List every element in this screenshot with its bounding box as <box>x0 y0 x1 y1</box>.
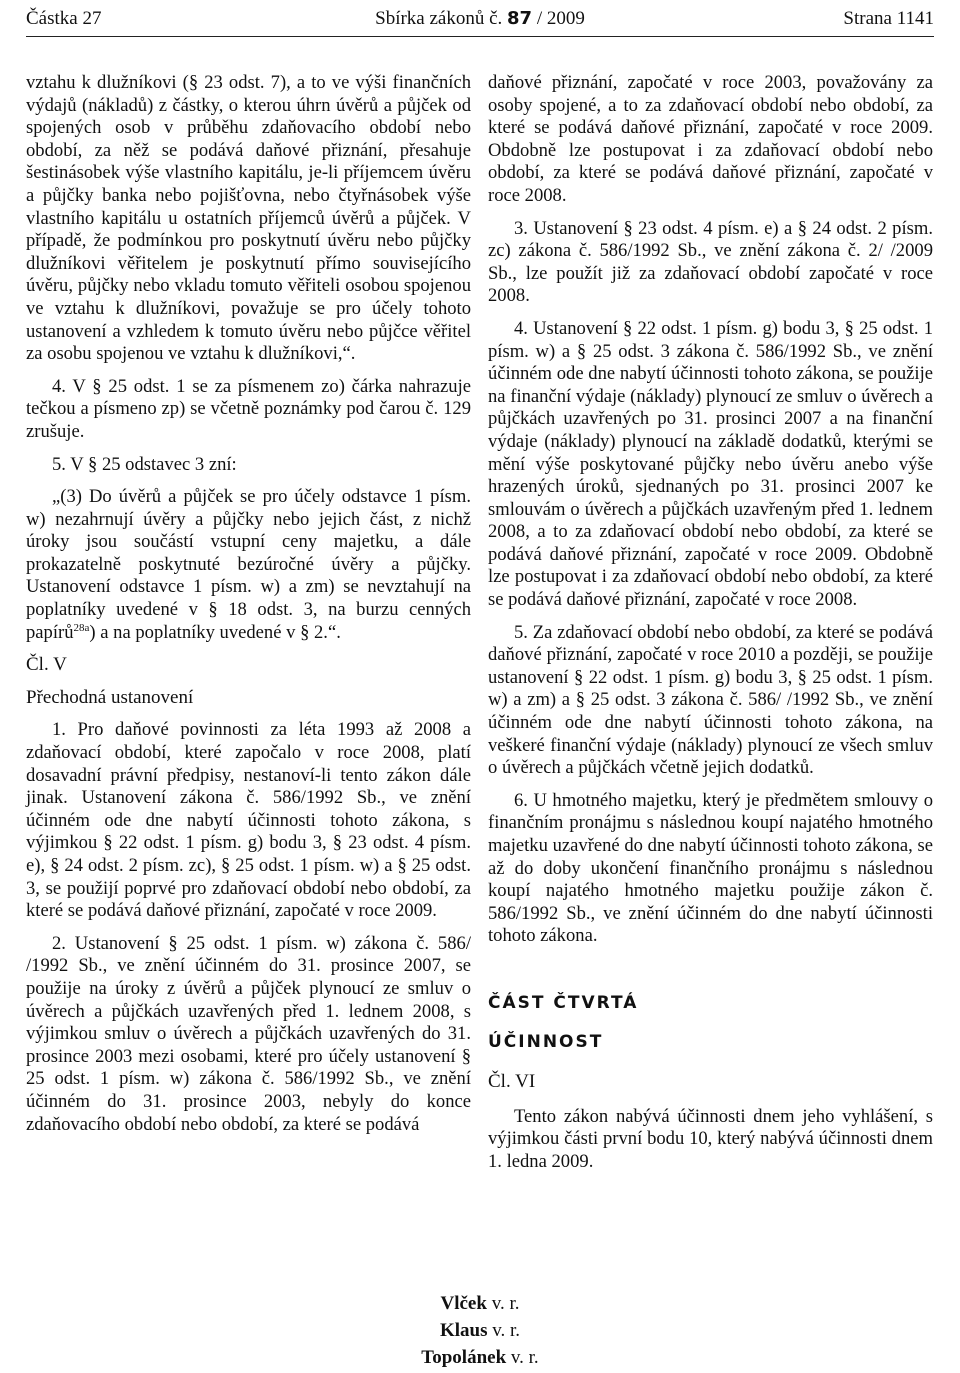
article-subtitle: Přechodná ustanovení <box>26 686 194 708</box>
article-title: Čl. VI <box>488 1071 536 1093</box>
header-rule <box>26 36 934 37</box>
signatures <box>0 1290 960 1371</box>
paragraph-text: ) a na poplatníky uvedené v § 2.“. <box>89 621 341 643</box>
right-column <box>488 72 933 1184</box>
signature-line <box>0 1290 960 1317</box>
left-column <box>26 72 471 1146</box>
signature-line <box>0 1344 960 1371</box>
paragraph: Tento zákon nabývá účinnosti dnem jeho vyhlášení, s výjimkou části první bodu 10, který nabývá účinnosti dnem 1. ledna 2009. <box>488 1105 933 1172</box>
signatory-name: Topolánek <box>421 1347 507 1368</box>
paragraph: 1. Pro daňové povinnosti za léta 1993 až 2008 a zdaňovací období, které započalo v roce 2008, platí dosavadní právní předpisy, nestanoví-li tento zákon dále jinak. Ustanovení zákona č. 586/1992 Sb., ve znění účinném ode dne nabytí účinnosti tohoto zákona, s výjimkou § 22 odst. 1 písm. g) bodu 3, § 23 odst. 4 písm. e), § 24 odst. 2 písm. zc), § 25 odst. 1 písm. w) a § 25 odst. 3, se použijí poprvé pro zdaňovací období nebo období, za které se podává daňové přiznání, započaté v roce 2009. <box>26 719 471 922</box>
article-title: Čl. V <box>26 654 67 676</box>
footnote-reference: 28a <box>73 621 90 634</box>
signature-suffix: v. r. <box>510 1347 539 1368</box>
paragraph: 5. V § 25 odstavec 3 zní: <box>52 453 237 475</box>
collection-prefix: Sbírka zákonů č. <box>375 8 503 29</box>
issue-part: Částka 27 <box>26 8 102 29</box>
page-number: Strana 1141 <box>843 8 934 29</box>
signatory-name: Klaus <box>439 1320 488 1341</box>
signature-line <box>0 1317 960 1344</box>
paragraph-text: „(3) Do úvěrů a půjček se pro účely odstavce 1 písm. w) nezahrnují úvěry a půjčky nebo jejich část, z nichž úroky jsou součástí vstupní ceny majetku, a dále prokazatelně poskytnuté bezúročné úvěry a půjčky. Ustanovení odstavce 1 písm. w) a zm) se nevztahují na poplatníky uvedené v § 18 odst. 3, na burzu cenných papírů <box>26 486 471 643</box>
part-title: ČÁST ČTVRTÁ <box>488 992 639 1013</box>
paragraph: 5. Za zdaňovací období nebo období, za které se podává daňové přiznání, započaté v roce 2010 a později, se použije ustanovení § 22 odst. 1 písm. g) bodu 3, § 25 odst. 1 písm. w) a zm) a § 25 odst. 3 zákona č. 586/ /1992 Sb., ve znění účinném ode dne nabytí účinnosti tohoto zákona, na veškeré finanční výdaje (náklady) plynoucí ze všech smluv o úvěrech a půjčkách včetně jejich dodatků. <box>488 621 933 779</box>
signature-suffix: v. r. <box>492 1320 521 1341</box>
part-subtitle: ÚČINNOST <box>488 1031 604 1052</box>
collection-title <box>26 8 934 30</box>
page-header <box>26 2 934 36</box>
paragraph: daňové přiznání, započaté v roce 2003, považovány za osoby spojené, a to za zdaňovací období nebo období, za které se podává daňové přiznání, započaté v roce 2009. Obdobně lze postupovat i za zdaňovací období nebo období, za které se podává daňové přiznání, započaté v roce 2008. <box>488 72 933 206</box>
paragraph: 4. Ustanovení § 22 odst. 1 písm. g) bodu 3, § 25 odst. 1 písm. w) a § 25 odst. 3 zákona č. 586/1992 Sb., ve znění účinném ode dne nabytí účinnosti tohoto zákona, se použije na finanční výdaje (náklady) plynoucí ze smluv o úvěrech a půjčkách uzavřených po 31. prosinci 2007 a na finanční výdaje (náklady) plynoucí na základě dodatků, kterými se mění výše poskytované půjčky nebo úvěru anebo výše hrazených úroků, sjednaných po 31. prosinci 2007 ke smlouvám o úvěrech a půjčkách uzavřeným před 1. lednem 2008, a to za zdaňovací období nebo období, za které se podává daňové přiznání, započaté v roce 2009. Obdobně lze postupovat i za zdaňovací období nebo období, za které se podává daňové přiznání, započaté v roce 2008. <box>488 317 933 611</box>
collection-year: / 2009 <box>536 8 585 29</box>
paragraph: vztahu k dlužníkovi (§ 23 odst. 7), a to ve výši finančních výdajů (nákladů) z částky, o kterou úhrn úvěrů a půjček od spojených osob v průběhu zdaňovacího období nebo období, za něž se podává daňové přiznání, přesahuje šestinásobek výše vlastního kapitálu, je-li příjemcem úvěru a půjčky banka nebo pojišťovna, nebo čtyřnásobek výše vlastního kapitálu u ostatních příjemců úvěrů a půjček. V případě, že podmínkou pro poskytnutí úvěru nebo půjčky dlužníkovi věřitelem je poskytnutí přímo souvisejícího úvěru, půjčky nebo vkladu tomuto věřiteli osobou spojenou ve vztahu k dlužníkovi, považuje se pro účely tohoto ustanovení a vzhledem k tomuto úvěru nebo půjčce věřitel za osobu spojenou ve vztahu k dlužníkovi,“. <box>26 72 471 365</box>
paragraph: 4. V § 25 odst. 1 se za písmenem zo) čárka nahrazuje tečkou a písmeno zp) se včetně poznámky pod čarou č. 129 zrušuje. <box>26 375 471 442</box>
paragraph: 3. Ustanovení § 23 odst. 4 písm. e) a § 24 odst. 2 písm. zc) zákona č. 586/1992 Sb., ve znění zákona č. 2/ /2009 Sb., lze použít již za zdaňovací období započaté v roce 2008. <box>488 217 933 307</box>
paragraph: 6. U hmotného majetku, který je předmětem smlouvy o finančním pronájmu s následnou koupí najatého hmotného majetku uzavřené do dne nabytí účinnosti tohoto zákona, se až do doby ukončení finančního pronájmu s následnou koupí najatého hmotného majetku použije zákon č. 586/1992 Sb., ve znění účinném do dne nabytí účinnosti tohoto zákona. <box>488 789 933 947</box>
signatory-name: Vlček <box>440 1293 487 1314</box>
signature-suffix: v. r. <box>491 1293 520 1314</box>
paragraph <box>26 486 471 644</box>
collection-number: 87 <box>507 8 533 29</box>
paragraph: 2. Ustanovení § 25 odst. 1 písm. w) zákona č. 586/ /1992 Sb., ve znění účinném do 31. prosince 2007, se použije na úroky z úvěrů a půjček plynoucí ze smluv o úvěrech a půjčkách uzavřených před 1. lednem 2008, s výjimkou smluv o úvěrech a půjčkách uzavřených do 31. prosince 2003 mezi osobami, které pro účely ustanovení § 25 odst. 1 písm. w) zákona č. 586/1992 Sb., ve znění účinném do 31. prosince 2003, nebyly do konce zdaňovacího období nebo období, za které se podává <box>26 932 471 1135</box>
